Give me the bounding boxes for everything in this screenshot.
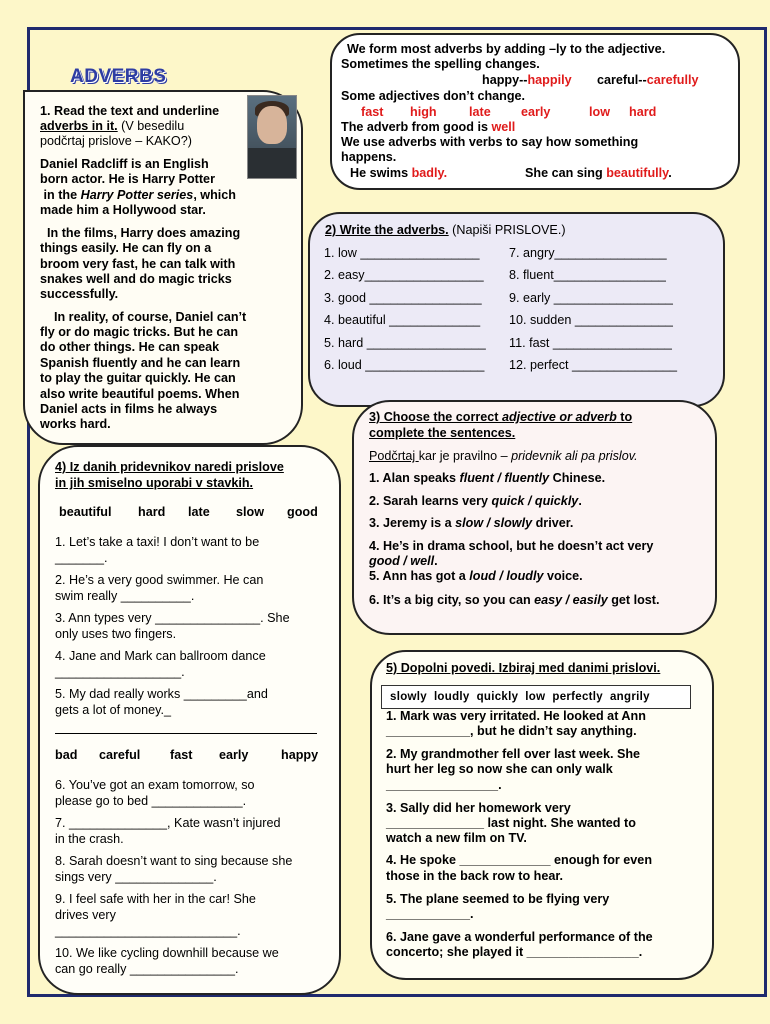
exercise5-question[interactable]: 1. Mark was very irritated. He looked at Ann (386, 709, 646, 723)
exercise5-question[interactable]: 6. Jane gave a wonderful performance of the (386, 930, 653, 944)
exercise2-heading: 2) Write the adverbs. (Napiši PRISLOVE.) (325, 223, 566, 237)
word-bank-item: good (287, 505, 318, 519)
word-bank-box: slowly loudly quickly low perfectly angrily (381, 685, 691, 709)
word-bank-item: hard (138, 505, 166, 519)
rule-example: She can sing beautifully. (525, 166, 672, 180)
unchanged-word: high (410, 105, 437, 119)
exercise4-question-cont[interactable]: __________________. (55, 665, 185, 679)
reading-line: In reality, of course, Daniel can’t (40, 310, 247, 324)
unchanged-word: late (469, 105, 491, 119)
exercise5-question-cont[interactable]: ______________ last night. She wanted to (386, 816, 636, 830)
unchanged-word: early (521, 105, 551, 119)
exercise4-question-cont[interactable]: _______. (55, 551, 108, 565)
exercise4-question-cont[interactable]: sings very ______________. (55, 870, 217, 884)
word-bank-item: late (188, 505, 210, 519)
word-bank-item: careful (99, 748, 141, 762)
rule-line: happens. (341, 150, 397, 164)
exercise5-question-cont[interactable]: hurt her leg so now she can only walk (386, 762, 613, 776)
exercise5-heading: 5) Dopolni povedi. Izbiraj med danimi prislovi. (386, 661, 661, 675)
exercise4-heading-line2: in jih smiselno uporabi v stavkih. (55, 476, 254, 490)
reading-line: successfully. (40, 287, 119, 301)
shirt-shape (248, 148, 296, 178)
exercise4-question[interactable]: 7. ______________, Kate wasn’t injured (55, 816, 281, 830)
reading-heading: 1. Read the text and underline (40, 104, 220, 118)
exercise4-question-cont[interactable]: swim really __________. (55, 589, 195, 603)
exercise2-item[interactable]: 4. beautiful _____________ (324, 313, 481, 327)
reading-line: also write beautiful poems. When (40, 387, 240, 401)
exercise4-question-cont[interactable]: please go to bed _____________. (55, 794, 247, 808)
reading-line: works hard. (40, 417, 111, 431)
rule-line: We use adverbs with verbs to say how something (341, 135, 639, 149)
word-bank-item: early (219, 748, 249, 762)
exercise3-item-cont[interactable]: good / well. (369, 554, 438, 568)
reading-heading-line2: adverbs in it. (V besedilu (40, 119, 185, 133)
exercise3-item[interactable]: 5. Ann has got a loud / loudly voice. (369, 569, 583, 583)
exercise3-item[interactable]: 3. Jeremy is a slow / slowly driver. (369, 516, 574, 530)
reading-line: Daniel acts in films he always (40, 402, 218, 416)
exercise4-question[interactable]: 5. My dad really works _________and (55, 687, 268, 701)
exercise3-item[interactable]: 4. He’s in drama school, but he doesn’t act very (369, 539, 654, 553)
rule-example: He swims badly. (350, 166, 448, 180)
exercise5-question-cont[interactable]: watch a new film on TV. (386, 831, 527, 845)
exercise2-item[interactable]: 5. hard _________________ (324, 336, 486, 350)
exercise2-item[interactable]: 12. perfect _______________ (509, 358, 678, 372)
exercise3-item[interactable]: 2. Sarah learns very quick / quickly. (369, 494, 582, 508)
exercise2-item[interactable]: 10. sudden ______________ (509, 313, 673, 327)
reading-line: Spanish fluently and he can learn (40, 356, 241, 370)
exercise3-heading-line2: complete the sentences. (369, 426, 516, 440)
exercise4-question-cont[interactable]: drives very (55, 908, 116, 922)
divider-line (55, 733, 317, 734)
exercise5-question-cont[interactable]: ________________. (386, 778, 502, 792)
reading-line: do other things. He can speak (40, 340, 220, 354)
exercise4-question[interactable]: 2. He’s a very good swimmer. He can (55, 573, 264, 587)
exercise4-question[interactable]: 1. Let’s take a taxi! I don’t want to be (55, 535, 260, 549)
word-bank-item: bad (55, 748, 78, 762)
exercise2-item[interactable]: 2. easy_________________ (324, 268, 484, 282)
exercise2-item[interactable]: 8. fluent________________ (509, 268, 666, 282)
exercise2-item[interactable]: 7. angry________________ (509, 246, 667, 260)
rule-line: We form most adverbs by adding –ly to the adjective. (347, 42, 666, 56)
exercise4-question[interactable]: 8. Sarah doesn’t want to sing because she (55, 854, 293, 868)
exercise5-question[interactable]: 3. Sally did her homework very (386, 801, 571, 815)
page-title: ADVERBS (70, 66, 167, 87)
reading-line: broom very fast, he can talk with (40, 257, 236, 271)
reading-line: snakes well and do magic tricks (40, 272, 232, 286)
reading-line: In the films, Harry does amazing (40, 226, 241, 240)
exercise4-question[interactable]: 6. You’ve got an exam tomorrow, so (55, 778, 255, 792)
word-bank-item: happy (281, 748, 319, 762)
word-bank-item: slow (236, 505, 264, 519)
reading-line: in the Harry Potter series, which (40, 188, 236, 202)
exercise4-question-cont[interactable]: only uses two fingers. (55, 627, 177, 641)
reading-line: fly or do magic tricks. But he can (40, 325, 239, 339)
face-shape (257, 106, 287, 144)
exercise5-question[interactable]: 5. The plane seemed to be flying very (386, 892, 610, 906)
word-bank-item: beautiful (59, 505, 112, 519)
reading-line: things easily. He can fly on a (40, 241, 212, 255)
exercise5-question[interactable]: 4. He spoke _____________ enough for even (386, 853, 653, 867)
exercise2-item[interactable]: 3. good ________________ (324, 291, 482, 305)
rule-line: Sometimes the spelling changes. (341, 57, 540, 71)
exercise4-question-cont[interactable]: can go really _______________. (55, 962, 239, 976)
exercise4-question[interactable]: 10. We like cycling downhill because we (55, 946, 279, 960)
actor-photo (247, 95, 297, 179)
exercise5-question-cont[interactable]: concerto; she played it ________________. (386, 945, 643, 959)
reading-line: Daniel Radcliff is an English (40, 157, 209, 171)
rule-example: careful--carefully (597, 73, 699, 87)
exercise4-heading: 4) Iz danih pridevnikov naredi prislove (55, 460, 284, 474)
exercise4-question-cont[interactable]: gets a lot of money._ (55, 703, 171, 717)
rule-line: The adverb from good is well (341, 120, 516, 134)
exercise2-item[interactable]: 11. fast _________________ (509, 336, 672, 350)
exercise4-question-cont[interactable]: in the crash. (55, 832, 124, 846)
exercise5-question-cont[interactable]: those in the back row to hear. (386, 869, 564, 883)
reading-line: born actor. He is Harry Potter (40, 172, 215, 186)
reading-line: to play the guitar quickly. He can (40, 371, 236, 385)
exercise4-question[interactable]: 4. Jane and Mark can ballroom dance (55, 649, 266, 663)
reading-line: made him a Hollywood star. (40, 203, 206, 217)
exercise2-item[interactable]: 1. low _________________ (324, 246, 480, 260)
unchanged-word: fast (361, 105, 384, 119)
exercise4-question[interactable]: 3. Ann types very _______________. She (55, 611, 290, 625)
unchanged-word: low (589, 105, 610, 119)
exercise2-item[interactable]: 9. early _________________ (509, 291, 673, 305)
exercise5-question[interactable]: 2. My grandmother fell over last week. She (386, 747, 641, 761)
exercise3-heading: 3) Choose the correct adjective or adverb to (369, 410, 633, 424)
exercise2-item[interactable]: 6. loud _________________ (324, 358, 485, 372)
word-bank-item: fast (170, 748, 193, 762)
exercise2-box (308, 212, 725, 407)
rule-line: Some adjectives don’t change. (341, 89, 526, 103)
exercise3-item[interactable]: 6. It’s a big city, so you can easy / easily get lost. (369, 593, 660, 607)
reading-heading-line3: podčrtaj prislove – KAKO?) (40, 134, 192, 148)
exercise5-question-cont[interactable]: ____________. (386, 907, 474, 921)
unchanged-word: hard (629, 105, 657, 119)
exercise4-question-cont[interactable]: __________________________. (55, 924, 241, 938)
exercise5-question-cont[interactable]: ____________, but he didn’t say anything. (386, 724, 637, 738)
exercise3-subheading: Podčrtaj kar je pravilno – pridevnik ali pa prislov. (369, 449, 638, 463)
exercise4-question[interactable]: 9. I feel safe with her in the car! She (55, 892, 256, 906)
exercise3-item[interactable]: 1. Alan speaks fluent / fluently Chinese. (369, 471, 606, 485)
rule-example: happy--happily (482, 73, 572, 87)
